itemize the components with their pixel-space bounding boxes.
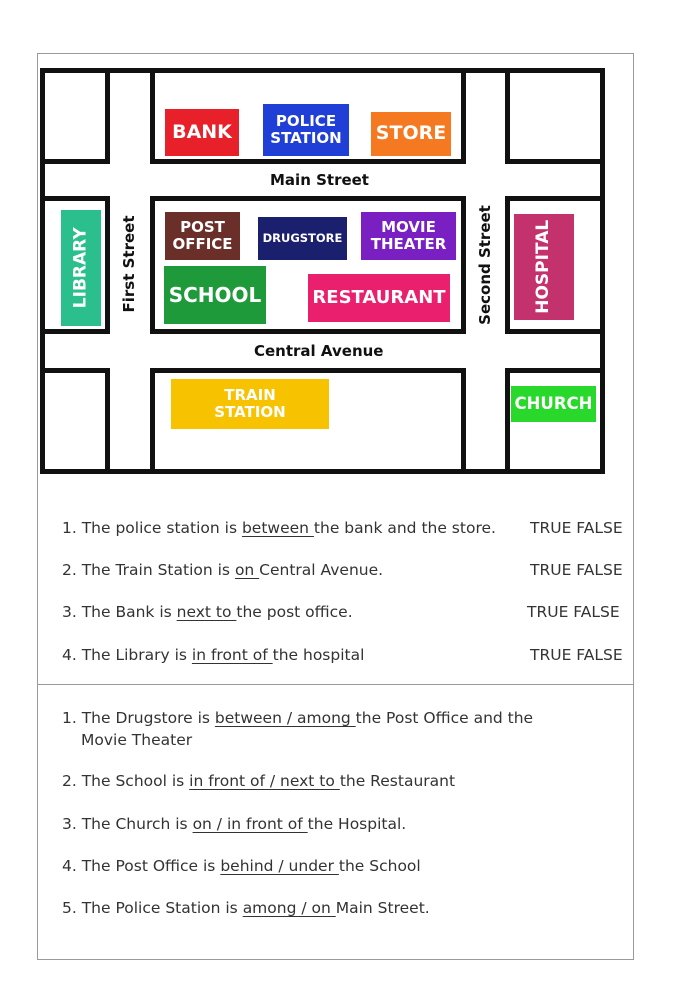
choice-options[interactable]: on / in front of [192, 815, 308, 833]
restaurant-label: RESTAURANT [312, 286, 446, 308]
choice-question-text: 4. The Post Office is [62, 857, 221, 875]
true-false-options[interactable]: TRUE FALSE [530, 519, 623, 537]
town-map [40, 68, 605, 474]
library-label: LIBRARY [70, 227, 91, 309]
store-label: STORE [375, 122, 447, 145]
choice-question-text: the Restaurant [339, 772, 456, 790]
choice-question-4 [62, 856, 421, 876]
train-station-label: TRAIN STATION [214, 385, 286, 421]
movie-theater-building [361, 212, 456, 260]
train-station-building [171, 379, 329, 429]
first-street-label: First Street [120, 215, 138, 313]
movie-theater-label: MOVIE THEATER [370, 217, 447, 253]
school-building [164, 266, 266, 324]
section-divider [37, 684, 634, 685]
post-office-building [165, 212, 240, 260]
restaurant-building [308, 274, 450, 322]
tf-question-text: 2. The Train Station is [62, 561, 235, 579]
library-building [61, 210, 101, 326]
tf-question-2 [62, 560, 383, 580]
tf-question-text: 3. The Bank is [62, 603, 177, 621]
church-label: CHURCH [514, 393, 593, 413]
choice-question-text: 1. The Drugstore is [62, 709, 215, 727]
tf-question-text: 1. The police station is [62, 519, 242, 537]
post-office-label: POST OFFICE [172, 217, 233, 253]
choice-question-text: 3. The Church is [62, 815, 193, 833]
tf-question-3 [62, 602, 353, 622]
bank-building [165, 109, 239, 156]
choice-options[interactable]: behind / under [220, 857, 339, 875]
true-false-options[interactable]: TRUE FALSE [527, 603, 620, 621]
police-station-label: POLICE STATION [270, 111, 342, 147]
school-label: SCHOOL [168, 282, 262, 307]
tf-question-keyword: in front of [191, 646, 273, 664]
block-top-left [40, 68, 110, 164]
main-street-label: Main Street [270, 171, 369, 189]
choice-question-text: the Post Office and the [355, 709, 534, 727]
church-building [511, 386, 596, 422]
true-false-options[interactable]: TRUE FALSE [530, 646, 623, 664]
central-avenue-label: Central Avenue [254, 342, 384, 360]
police-station-building [263, 104, 349, 156]
drugstore-building [258, 217, 347, 260]
tf-question-text: 4. The Library is [62, 646, 192, 664]
second-street-label: Second Street [476, 205, 494, 325]
bank-label: BANK [172, 120, 232, 143]
choice-question-text: 2. The School is [62, 772, 190, 790]
choice-question-text: Main Street. [335, 899, 430, 917]
tf-question-keyword: next to [176, 603, 237, 621]
tf-question-keyword: on [234, 561, 260, 579]
tf-question-keyword: between [241, 519, 314, 537]
choice-question-text: the School [338, 857, 421, 875]
tf-question-4 [62, 645, 364, 665]
choice-options[interactable]: between / among [214, 709, 356, 727]
choice-question-text: the Hospital. [307, 815, 407, 833]
choice-options[interactable]: in front of / next to [189, 772, 340, 790]
tf-question-text: the bank and the store. [313, 519, 496, 537]
choice-options[interactable]: among / on [242, 899, 336, 917]
tf-question-text: Central Avenue. [259, 561, 384, 579]
drugstore-label: DRUGSTORE [262, 230, 343, 245]
tf-question-1 [62, 518, 496, 538]
choice-question-2 [62, 771, 455, 791]
choice-question-5 [62, 898, 430, 918]
hospital-label: HOSPITAL [533, 220, 554, 314]
store-building [371, 112, 451, 156]
block-bottom-left [40, 368, 110, 474]
block-top-right [505, 68, 605, 164]
choice-question-3 [62, 814, 406, 834]
choice-question-1 [62, 708, 533, 728]
hospital-building [514, 214, 574, 320]
choice-question-text: 5. The Police Station is [62, 899, 243, 917]
tf-question-text: the hospital [272, 646, 365, 664]
tf-question-text: the post office. [236, 603, 353, 621]
choice-question-1-continued: Movie Theater [81, 731, 193, 749]
true-false-options[interactable]: TRUE FALSE [530, 561, 623, 579]
